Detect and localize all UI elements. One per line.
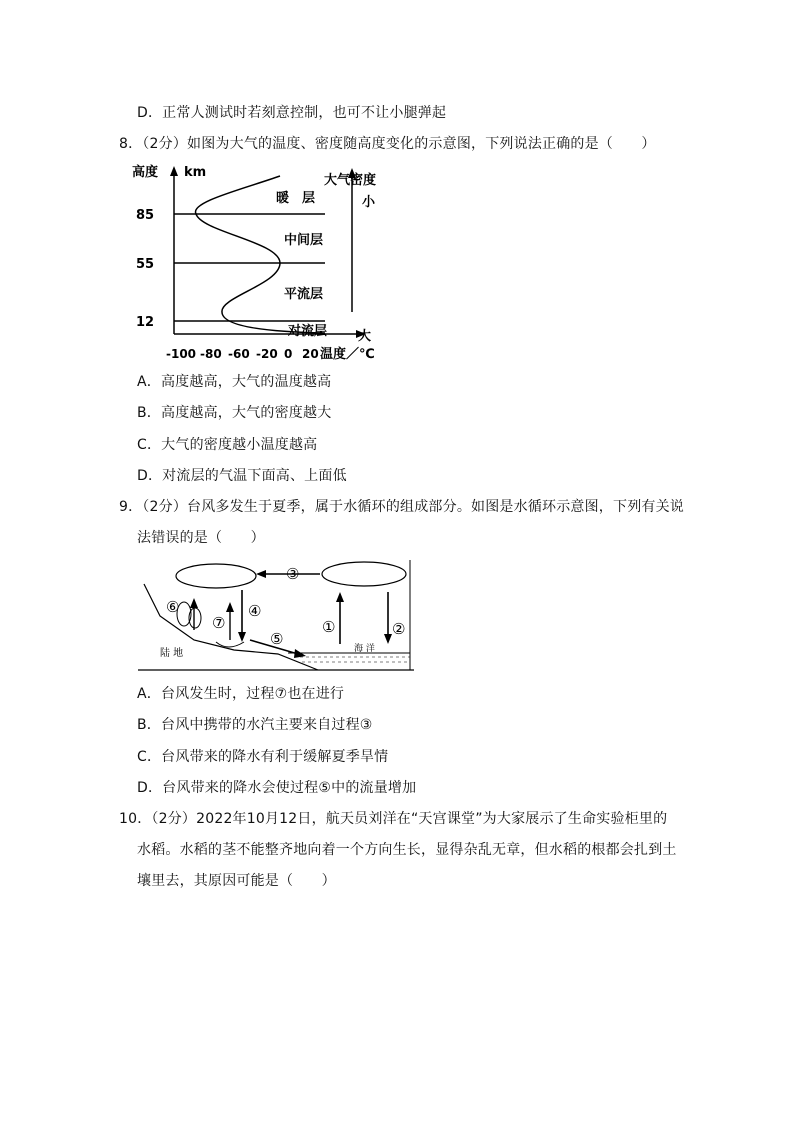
- marker-7: ⑦: [212, 614, 226, 632]
- x-tick--80: -80: [200, 347, 222, 361]
- land-label: 陆 地: [160, 648, 184, 659]
- y-tick-55: 55: [136, 257, 155, 272]
- q9-option-b: B．台风中携带的水汽主要来自过程③: [137, 717, 373, 733]
- q9-option-a: A．台风发生时，过程⑦也在进行: [137, 686, 345, 702]
- density-large: 大: [358, 329, 372, 344]
- land-cloud-icon: [176, 564, 256, 588]
- y-tick-12: 12: [136, 315, 155, 330]
- q10-line3: 壤里去，其原因可能是（ ）: [137, 873, 336, 889]
- marker-3: ③: [286, 565, 300, 583]
- q9-option-d: D．台风带来的降水会使过程⑤中的流量增加: [137, 780, 417, 796]
- q9-option-c: C．台风带来的降水有利于缓解夏季旱情: [137, 749, 389, 765]
- layer-thermosphere: 暖 层: [276, 191, 316, 206]
- q8-option-d: D．对流层的气温下面高、上面低: [137, 468, 347, 484]
- marker-2: ②: [392, 620, 406, 638]
- sea-cloud-icon: [322, 562, 406, 586]
- q8-option-c: C．大气的密度越小温度越高: [137, 437, 318, 453]
- marker-1: ①: [322, 618, 336, 636]
- density-label: 大气密度: [324, 173, 377, 188]
- sea-label: 海 洋: [354, 644, 375, 654]
- x-tick--100: -100: [166, 347, 197, 361]
- x-tick-0: 0: [284, 347, 293, 361]
- q10-line2: 水稻。水稻的茎不能整齐地向着一个方向生长，显得杂乱无章，但水稻的根都会扎到土: [137, 842, 677, 858]
- q9-stem-line1: 9．（2分）台风多发生于夏季，属于水循环的组成部分。如图是水循环示意图，下列有关说: [119, 499, 685, 515]
- y-axis-label: 高度: [132, 165, 159, 180]
- marker-5: ⑤: [270, 630, 284, 648]
- x-axis-label: 温度／℃: [320, 347, 375, 362]
- x-tick--60: -60: [228, 347, 250, 361]
- atmosphere-figure: [130, 162, 390, 364]
- marker-6: ⑥: [166, 598, 180, 616]
- q10-line1: 10．（2分）2022年10月12日，航天员刘洋在“天宫课堂”为大家展示了生命实验柜里的: [119, 811, 668, 827]
- x-tick-20: 20: [302, 347, 319, 361]
- marker-4: ④: [248, 602, 262, 620]
- layer-mesosphere: 中间层: [284, 233, 324, 248]
- q8-stem: 8．（2分）如图为大气的温度、密度随高度变化的示意图，下列说法正确的是（ ）: [119, 136, 656, 152]
- q8-option-b: B．高度越高，大气的密度越大: [137, 405, 332, 421]
- q8-option-a: A．高度越高，大气的温度越高: [137, 374, 332, 390]
- layer-stratosphere: 平流层: [284, 287, 324, 302]
- layer-troposphere: 对流层: [288, 324, 328, 339]
- q9-stem-line2: 法错误的是（ ）: [137, 530, 265, 546]
- y-unit: km: [184, 165, 207, 180]
- prev-option-d: D．正常人测试时若刻意控制，也可不让小腿弹起: [137, 105, 447, 121]
- density-small: 小: [362, 195, 376, 210]
- x-tick--20: -20: [256, 347, 278, 361]
- y-tick-85: 85: [136, 208, 155, 223]
- water-cycle-figure: [138, 556, 418, 674]
